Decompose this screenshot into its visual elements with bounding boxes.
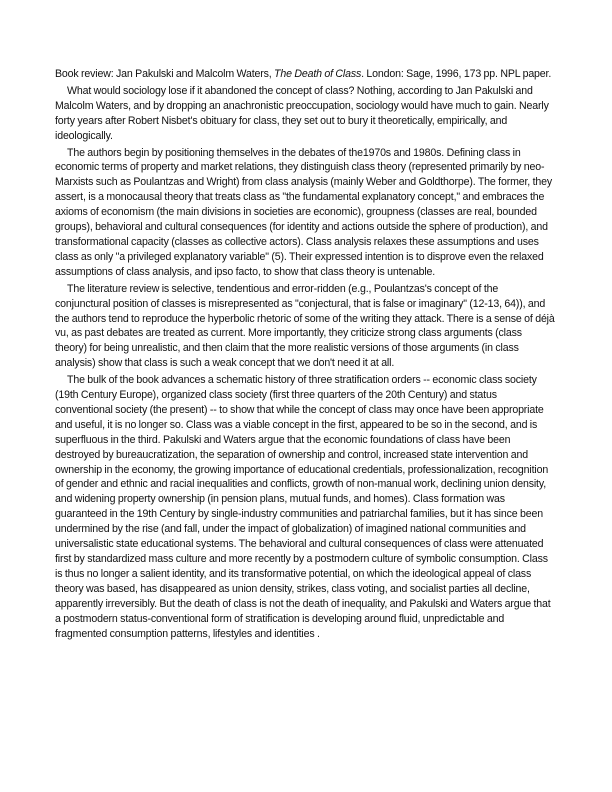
- review-intro: Book review: Jan Pakulski and Malcolm Waters,: [55, 68, 275, 80]
- paragraph-2: The authors begin by positioning themselves in the debates of the1970s and 1980s. Defining class in economic terms of property and market relations, they distinguish class theory (represented primarily by neo-Marxists such as Poulantzas and Wright) from class analysis (mainly Weber and Goldthorpe). The former, they assert, is a monocausal theory that treats class as "the fundamental explanatory concept," and embraces the axioms of economism (the main divisions in societies are economic), groupness (classes are real, bounded groups), behavioral and cultural consequences (for identity and actions outside the sphere of production), and transformational capacity (classes as collective actors). Class analysis relaxes these assumptions and uses class as only "a privileged explanatory variable" (5). Their expressed intention is to disprove even the relaxed assumptions of class analysis, and ipso facto, to show that class theory is untenable.: [55, 146, 552, 278]
- paragraph-3: The literature review is selective, tendentious and error-ridden (e.g., Poulantzas's concept of the conjunctural position of classes is misrepresented as "conjectural, that is false or imaginary" (12-13, 64)), and the authors tend to reproduce the hyperbolic rhetoric of some of the writing they attack. There is a sense of déjà vu, as past debates are treated as current. More importantly, they criticize strong class arguments (class theory) for being unrealistic, and then claim that the more realistic versions of those arguments (in class analysis) show that class is such a weak concept that we don't need it at all.: [55, 282, 555, 370]
- review-heading: [55, 67, 555, 82]
- publication-info: . London: Sage, 1996, 173 pp. NPL paper.: [361, 68, 552, 80]
- paragraph-4: The bulk of the book advances a schematic history of three stratification orders -- economic class society (19th Century Europe), organized class society (first three quarters of the 20th Century) and status conventional society (the present) -- to show that while the concept of class may once have been appropriate and useful, it is no longer so. Class was a viable concept in the first, appeared to be so in the second, and is superfluous in the third. Pakulski and Waters argue that the economic foundations of class have been destroyed by bureaucratization, the separation of ownership and control, increased state intervention and ownership in the economy, the growing importance of educational credentials, professionalization, recognition of gender and ethnic and racial inequalities and conflicts, growth of non-manual work, declining union density, and widening property ownership (in pension plans, mutual funds, and homes). Class formation was guaranteed in the 19th Century by single-industry communities and patriarchal families, but it has since been undermined by the rise (and fall, under the impact of globalization) of imagined national communities and universalistic state educational systems. The behavioral and cultural consequences of class were attenuated first by standardized mass culture and more recently by a postmodern culture of symbolic consumption. Class is thus no longer a salient identity, and its transformative potential, on which the ideological appeal of class theory was based, has disappeared as union density, strikes, class voting, and socialist parties all decline, apparently irreversibly. But the death of class is not the death of inequality, and Pakulski and Waters argue that a postmodern status-conventional form of stratification is developing around fluid, unpredictable and fragmented consumption patterns, lifestyles and identities .: [55, 374, 551, 640]
- book-title: The Death of Class: [274, 68, 362, 80]
- paragraph-1: What would sociology lose if it abandoned the concept of class? Nothing, according to Jan Pakulski and Malcolm Waters, and by dropping an anachronistic preoccupation, sociology would have much to gain. Nearly forty years after Robert Nisbet's obituary for class, they set out to bury it theoretically, empirically, and ideologically.: [55, 84, 549, 142]
- document-page: [55, 67, 555, 641]
